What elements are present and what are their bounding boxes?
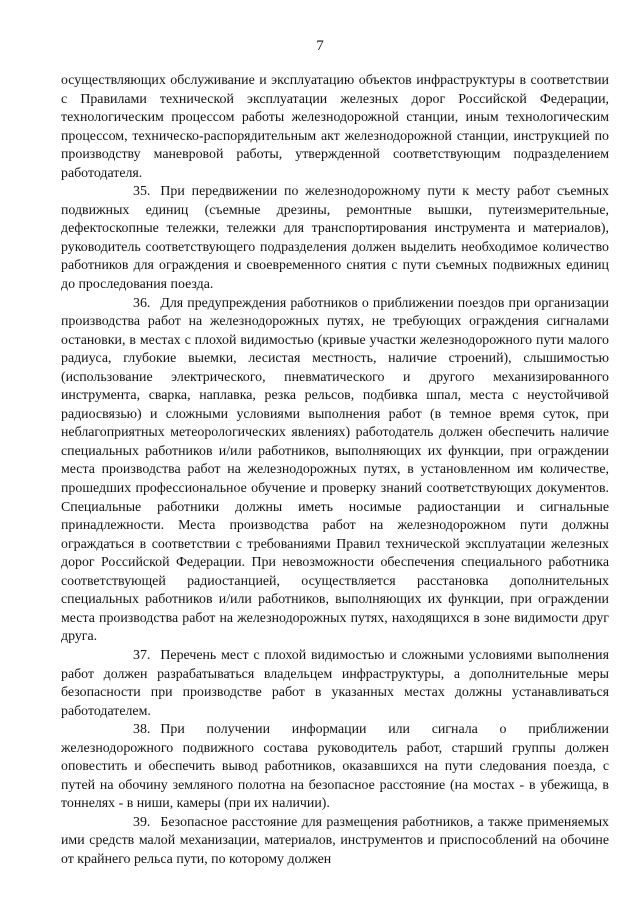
paragraph-text: осуществляющих обслуживание и эксплуатацию объектов инфраструктуры в соответствии с Правилами технической эксплуатации железных дорог Российской Федерации, технологическим процессом работы железнодорожной станции, иным технологическим процессом, техническо-распорядительным акт железнодорожной станции, инструкцией по производству маневровой работы, утвержденной соответствующим подразделением работодателя. [61,73,609,181]
paragraph-number: 38. [133,722,151,738]
paragraph-continuation [61,72,609,183]
paragraph-number: 36. [133,295,151,311]
paragraph-38 [61,721,609,814]
paragraph-39 [61,814,609,870]
paragraph-text: Перечень мест с плохой видимостью и сложными условиями выполнения работ должен разрабатываться владельцем инфраструктуры, а дополнительные меры безопасности при производстве работ в указанных местах должны устанавливаться работодателем. [61,647,609,719]
paragraph-number: 39. [133,814,151,830]
paragraph-36 [61,295,609,647]
paragraph-text: Безопасное расстояние для размещения работников, а также применяемых ими средств малой механизации, материалов, инструментов и приспособлений на обочине от крайнего рельса пути, по которому должен [61,814,609,867]
paragraph-number: 35. [133,184,151,200]
paragraph-text: При передвижении по железнодорожному пути к месту работ съемных подвижных единиц (съемные дрезины, ремонтные вышки, путеизмерительные, дефектоскопные тележки, тележки для транспортирования инструмента и материалов), руководитель соответствующего подразделения должен выделить необходимое количество работников для ограждения и своевременного снятия с пути съемных подвижных единиц до проследования поезда. [61,184,609,293]
paragraph-number: 37. [133,647,151,663]
paragraph-35 [61,183,609,294]
paragraph-text: При получении информации или сигнала о приближении железнодорожного подвижного состава руководитель работ, старший группы должен оповестить и обеспечить вывод работников, оказавшихся на пути следования поезда, с путей на обочину земляного полотна на безопасное расстояние (на мостах - в убежища, в тоннелях - в ниши, камеры (при их наличии). [61,722,609,812]
document-body [61,72,609,870]
page-number: 7 [316,38,324,54]
paragraph-text: Для предупреждения работников о приближении поездов при организации производства работ на железнодорожных путях, не требующих ограждения сигналами остановки, в местах с плохой видимостью (кривые участки железнодорожного пути малого радиуса, глубокие выемки, лесистая местность, наличие строений), слышимостью (использование электрического, пневматического и другого механизированного инструмента, сварка, наплавка, резка рельсов, подбивка шпал, места с неустойчивой радиосвязью) и сложными условиями выполнения работ (в темное время суток, при неблагоприятных метеорологических явлениях) работодатель должен обеспечить наличие специальных работников и/или работников, выполняющих их функции, при ограждении места производства работ на железнодорожных путях, в установленном им количестве, прошедших профессиональное обучение и проверку знаний соответствующих документов. Специальные работники должны иметь носимые радиостанции и сигнальные принадлежности. Места производства работ на железнодорожном пути должны ограждаться в соответствии с требованиями Правил технической эксплуатации железных дорог Российской Федерации. При невозможности обеспечения специального работника соответствующей радиостанцией, осуществляется расстановка дополнительных специальных работников и/или работников, выполняющих их функции, при ограждении места производства работ на железнодорожных путях, находящихся в зоне видимости друг друга. [61,295,609,645]
paragraph-37 [61,647,609,721]
